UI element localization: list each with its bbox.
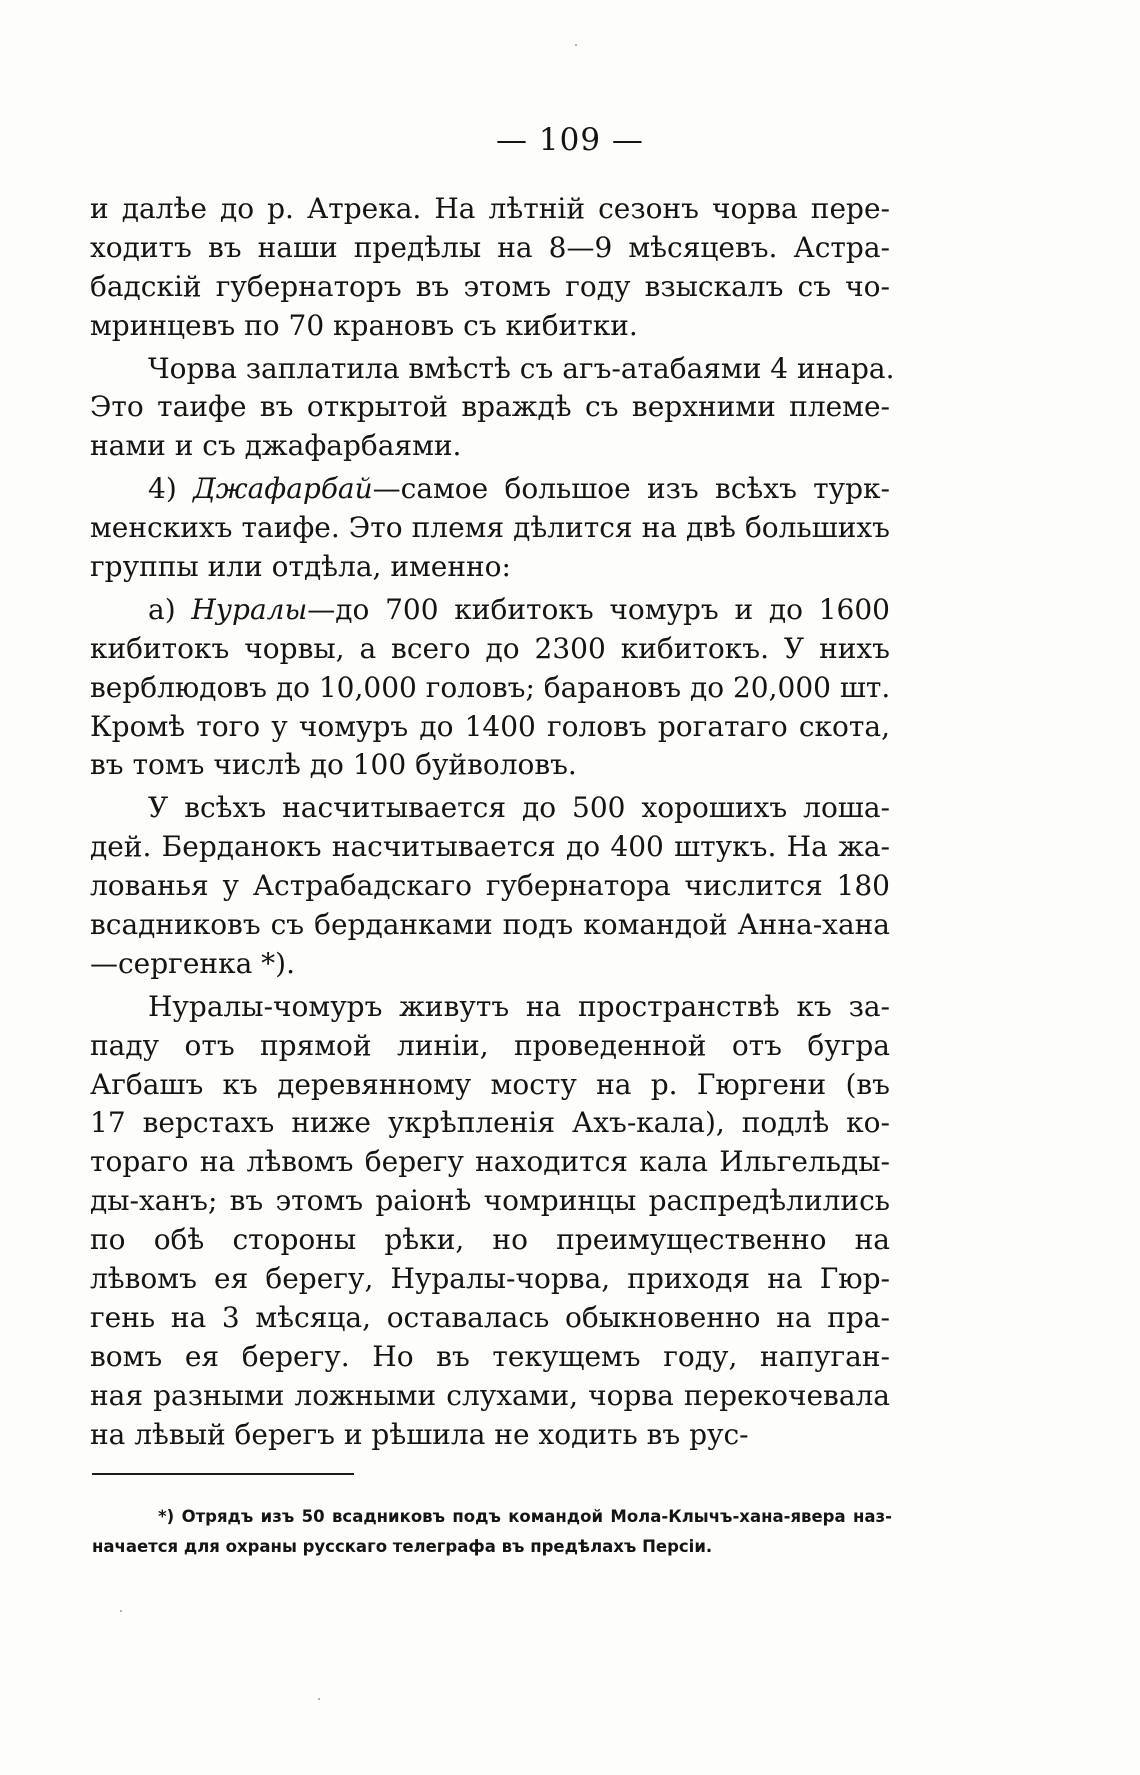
footnote-line: *) Отрядъ изъ 50 всадниковъ подъ командой Мола-Клычъ-хана-явера наз- xyxy=(158,1507,892,1526)
text-line: ходитъ въ наши предѣлы на 8—9 мѣсяцевъ. Астра- xyxy=(90,230,890,264)
text-line: кибитокъ чорвы, а всего до 2300 кибитокъ. У нихъ xyxy=(90,631,890,665)
text-line xyxy=(90,470,890,509)
text-line: и далѣе до р. Атрека. На лѣтній сезонъ чорва пере- xyxy=(90,192,890,225)
footnote-divider xyxy=(92,1473,354,1475)
text-line: мринцевъ по 70 крановъ съ кибитки. xyxy=(90,308,638,342)
text-line: ды-ханъ; въ этомъ раіонѣ чомринцы распредѣлились xyxy=(90,1184,890,1218)
text-line: вомъ ея берегу. Но въ текущемъ году, напуган- xyxy=(90,1339,890,1373)
text-line: группы или отдѣла, именно: xyxy=(90,550,511,584)
text-line: въ томъ числѣ до 100 буйволовъ. xyxy=(90,748,577,782)
text-line xyxy=(90,591,890,630)
line-text: —самое большое изъ всѣхъ турк- xyxy=(372,472,890,506)
page-number: — 109 — xyxy=(496,122,644,158)
scan-speck xyxy=(318,1698,320,1700)
text-line: лованья у Астрабадскаго губернатора числится 180 xyxy=(90,869,890,903)
text-line: лѣвомъ ея берегу, Нуралы-чорва, приходя на Гюр- xyxy=(90,1262,890,1296)
footnote xyxy=(92,1502,892,1562)
text-line: —сергенка *). xyxy=(90,946,295,980)
list-marker: а) xyxy=(148,592,192,626)
text-line: 17 верстахъ ниже укрѣпленія Ахъ-кала), подлѣ ко- xyxy=(90,1106,890,1140)
text-line: по обѣ стороны рѣки, но преимущественно на xyxy=(90,1223,890,1257)
text-line: Чорва заплатила вмѣстѣ съ агъ-атабаями 4 инара. xyxy=(148,351,895,385)
text-line: нами и съ джафарбаями. xyxy=(90,429,462,463)
text-line: У всѣхъ насчитывается до 500 хорошихъ лоша- xyxy=(148,791,890,825)
text-line: бадскій губернаторъ въ этомъ году взыскалъ съ чо- xyxy=(90,269,890,303)
footnote-line: начается для охраны русскаго телеграфа въ предѣлахъ Персіи. xyxy=(92,1537,713,1556)
text-line: Это таифе въ открытой враждѣ съ верхними племе- xyxy=(90,390,890,424)
text-line: менскихъ таифе. Это племя дѣлится на двѣ большихъ xyxy=(90,511,890,545)
text-line: гень на 3 мѣсяца, оставалась обыкновенно на пра- xyxy=(90,1300,890,1334)
text-line: всадниковъ съ берданками подъ командой Анна-хана xyxy=(90,908,890,942)
text-line: паду отъ прямой линіи, проведенной отъ бугра xyxy=(90,1028,890,1062)
list-marker: 4) xyxy=(148,472,193,506)
text-line: Агбашъ къ деревянному мосту на р. Гюргени (въ xyxy=(90,1067,890,1101)
text-line: тораго на лѣвомъ берегу находится кала Ильгельды- xyxy=(90,1145,890,1179)
text-line: Нуралы-чомуръ живутъ на пространствѣ къ за- xyxy=(148,989,890,1023)
text-line: дей. Берданокъ насчитывается до 400 штукъ. На жа- xyxy=(90,830,890,864)
text-line: верблюдовъ до 10,000 головъ; барановъ до 20,000 шт. xyxy=(90,670,891,704)
scan-speck xyxy=(575,44,577,46)
italic-term: Нуралы xyxy=(191,592,308,626)
text-line: Кромѣ того у чомуръ до 1400 головъ рогатаго скота, xyxy=(90,709,890,743)
scan-speck xyxy=(120,1610,122,1612)
italic-term: Джафарбай xyxy=(193,472,373,506)
line-text: —до 700 кибитокъ чомуръ и до 1600 xyxy=(307,592,890,626)
text-line: ная разными ложными слухами, чорва перекочевала xyxy=(90,1378,890,1412)
text-line: на лѣвый берегъ и рѣшила не ходить въ рус- xyxy=(90,1417,749,1451)
body-text xyxy=(90,190,895,1455)
